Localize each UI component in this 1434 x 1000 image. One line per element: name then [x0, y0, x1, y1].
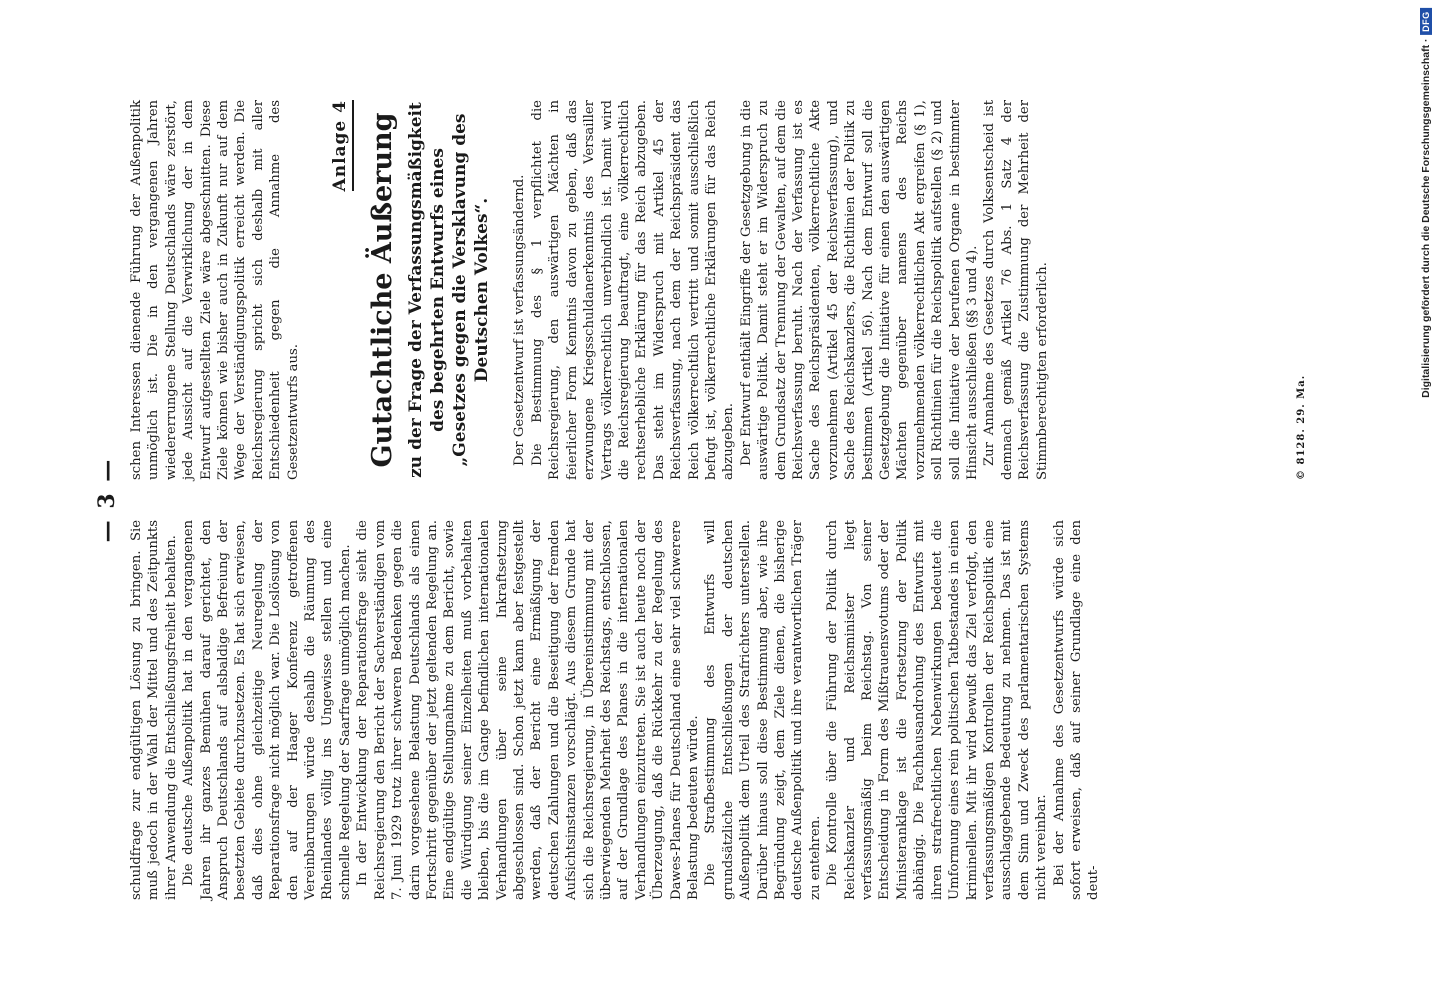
right-paragraph-2: Die Bestimmung des § 1 verpflichtet die Reichsregierung, den auswärtigen Mächten in feierlicher Form Kenntnis davon zu geben, daß das erzwungene Kriegsschuldanerkenntnis des Versailler Vertrags völkerrechtlich unverbindlich ist. Damit wird die Reichsregierung beauftragt, eine völkerrechtlich rechtserhebliche Erklärung für das Reich abzugeben. Das steht im Widerspruch mit Artikel 45 der Reichsverfassung, nach dem der Reichspräsident das Reich völkerrechtlich vertritt und somit ausschließlich befugt ist, völkerrechtliche Erklärungen für das Reich abzugeben.	[529, 100, 737, 480]
left-paragraph-6: Bei der Annahme des Gesetzentwurfs würde sich sofort erweisen, daß auf seiner Grundlage eine den deut-	[1051, 520, 1102, 900]
dfg-logo: DFG	[1420, 8, 1432, 35]
left-column	[128, 520, 1103, 900]
right-paragraph-4: Zur Annahme des Gesetzes durch Volksentscheid ist demnach gemäß Artikel 76 Abs. 1 Satz 4 der Reichsverfassung die Zustimmung der Mehrheit der Stimmberechtigten erforderlich.	[982, 100, 1050, 480]
annex-label	[332, 100, 349, 480]
left-paragraph-5: Die Kontrolle über die Führung der Politik durch Reichskanzler und Reichsminister liegt verfassungsmäßig beim Reichstag. Von seiner Entscheidung in Form des Mißtrauensvotums oder der Ministeranklage ist die Fortsetzung der Politik abhängig. Die Fachhausandrohung des Entwurfs mit ihren strafrechtlichen Nebenwirkungen bedeutet die Umformung eines rein politischen Tatbestandes in einen kriminellen. Mit ihr wird bewußt das Ziel verfolgt, den verfassungsmäßigen Kontrollen der Reichspolitik eine ausschlaggebende Bedeutung zu nehmen. Das ist mit dem Sinn und Zweck des parlamentarischen Systems nicht vereinbar.	[825, 520, 1050, 900]
digitization-credit	[1420, 8, 1432, 398]
document-title: Gutachtliche Äußerung	[367, 112, 399, 468]
printer-mark: © 8128. 29. Ma.	[1296, 374, 1307, 480]
left-paragraph-3: In der Entwicklung der Reparationsfrage sieht die Reichsregierung den Bericht der Sachverständigen vom 7. Juni 1929 trotz ihrer schweren Bedenken gegen die darin vorgesehene Belastung Deutschlands als einen Fortschritt gegenüber der jetzt geltenden Regelung an. Eine endgültige Stellungnahme zu dem Bericht, sowie die Würdigung seiner Einzelheiten muß vorbehalten bleiben, bis die im Gange befindlichen internationalen Verhandlungen über seine Inkraftsetzung abgeschlossen sind. Schon jetzt kann aber festgestellt werden, daß der Bericht eine Ermäßigung der deutschen Zahlungen und die Beseitigung der fremden Aufsichtsinstanzen vorschlägt. Aus diesem Grunde hat sich die Reichsregierung, in Übereinstimmung mit der überwiegenden Mehrheit des Reichstags, entschlossen, auf der Grundlage des Planes in die internationalen Verhandlungen einzutreten. Sie ist auch heute noch der Überzeugung, daß die Rückkehr zu der Regelung des Dawes-Planes für Deutschland eine sehr viel schwerere Belastung bedeuten würde.	[355, 520, 701, 900]
annex-label-text: Anlage 4	[330, 100, 354, 191]
left-paragraph-4: Die Strafbestimmung des Entwurfs will grundsätzliche Entschließungen der deutschen Außenpolitik dem Urteil des Strafrichters unterstellen. Darüber hinaus soll diese Bestimmung aber, wie ihre Begründung zeigt, dem Ziele dienen, die bisherige deutsche Außenpolitik und ihre verantwortlichen Träger zu entehren.	[703, 520, 823, 900]
credit-text: Digitalisierung gefördert durch die Deutsche Forschungsgemeinschaft ·	[1420, 38, 1432, 398]
page-number: — 3 —	[94, 457, 120, 543]
left-paragraph-1: schuldfrage zur endgültigen Lösung zu bringen. Sie muß jedoch in der Wahl der Mittel und des Zeitpunkts ihrer Anwendung die Entschließungsfreiheit behalten.	[129, 520, 179, 900]
left-paragraph-2: Die deutsche Außenpolitik hat in den vergangenen Jahren ihr ganzes Bemühen darauf gerichtet, den Anspruch Deutschlands auf alsbaldige Befreiung der besetzten Gebiete durchzusetzen. Es hat sich erwiesen, daß dies ohne gleichzeitige Neuregelung der Reparationsfrage nicht möglich war. Die Loslösung von den auf der Haager Konferenz getroffenen Vereinbarungen würde deshalb die Räumung des Rheinlandes völlig ins Ungewisse stellen und eine schnelle Regelung der Saarfrage unmöglich machen.	[181, 520, 353, 900]
document-subtitle: zu der Frage der Verfassungsmäßigkeit des begehrten Entwurfs eines „Gesetzes gegen die Versklavung des Deutschen Volkes“.	[406, 102, 493, 478]
right-paragraph-1: Der Gesetzentwurf ist verfassungsändernd.	[512, 174, 528, 466]
right-intro-paragraph: schen Interessen dienende Führung der Außenpolitik unmöglich ist. Die in den vergangenen Jahren wiedererrungene Stellung Deutschlands wäre zerstört, jede Aussicht auf die Verwirklichung der in dem Entwurf aufgestellten Ziele wäre abgeschnitten. Diese Ziele können wie bisher auch in Zukunft nur auf dem Wege der Verständigungspolitik erreicht werden. Die Reichsregierung spricht sich deshalb mit aller Entschiedenheit gegen die Annahme des Gesetzentwurfs aus.	[129, 100, 301, 480]
right-column	[128, 100, 1051, 480]
right-paragraph-3: Der Entwurf enthält Eingriffe der Gesetzgebung in die auswärtige Politik. Damit steht er im Widerspruch zu dem Grundsatz der Trennung der Gewalten, auf dem die Reichsverfassung beruht. Nach der Verfassung ist es Sache des Reichspräsidenten, völkerrechtliche Akte vorzunehmen (Artikel 45 der Reichsverfassung), und Sache des Reichskanzlers, die Richtlinien der Politik zu bestimmen (Artikel 56). Nach dem Entwurf soll die Gesetzgebung die Initiative für einen den auswärtigen Mächten gegenüber namens des Reichs vorzunehmenden völkerrechtlichen Akt ergreifen (§ 1), soll Richtlinien für die Reichspolitik aufstellen (§ 2) und soll die Initiative der berufenen Organe in bestimmter Hinsicht ausschließen (§§ 3 und 4).	[738, 100, 981, 480]
